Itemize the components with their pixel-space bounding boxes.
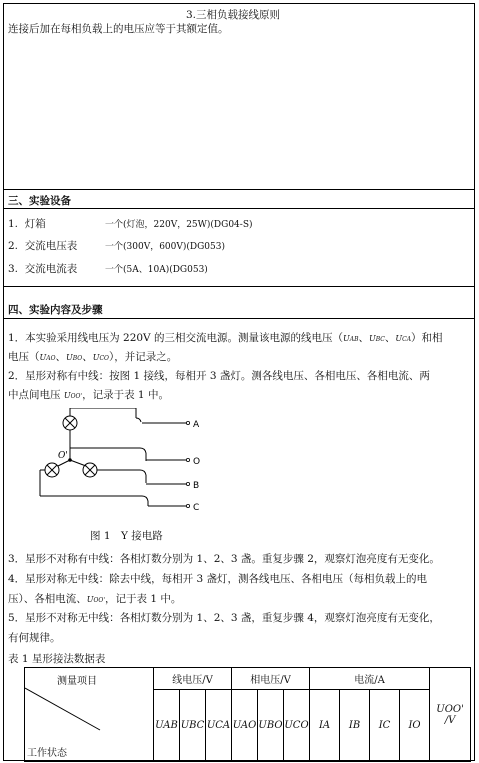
group-header: 线电压/V [154, 668, 232, 690]
col-header: UBO [258, 690, 284, 762]
item-spec: 一个(5A、10A)(DG053) [105, 265, 208, 275]
switch-contact [140, 448, 146, 461]
col-header: IA [310, 690, 340, 762]
step-2-line-1: 2．星形对称有中线：按图 1 接线，每相开 3 盏灯。测各线电压、各相电压、各相电流、两 [8, 370, 430, 382]
terminal-label: B [193, 481, 200, 491]
wire [70, 460, 86, 466]
item-number: 1. [8, 218, 19, 230]
item-number: 2. [8, 240, 19, 252]
principle-title: 3.三相负载接线原则 [186, 9, 281, 21]
switch-contact [136, 418, 141, 422]
item-number: 3. [8, 263, 19, 275]
divider [3, 189, 475, 190]
table-caption: 表 1 星形接法数据表 [8, 653, 106, 665]
terminal-dot [186, 458, 189, 461]
col-header: UCO [284, 690, 310, 762]
item-spec: 一个(300V，600V)(DG053) [105, 242, 225, 252]
item-name: 灯箱 [24, 218, 46, 230]
equipment-item [8, 261, 77, 276]
terminal-dot [186, 482, 189, 485]
equipment-heading: 三、实验设备 [8, 195, 71, 207]
y-circuit-diagram [30, 408, 220, 518]
group-header: 相电压/V [232, 668, 310, 690]
principle-body: 连接后加在每相负载上的电压应等于其额定值。 [8, 23, 229, 35]
divider [3, 286, 475, 287]
step-5-line-2: 有何规律。 [8, 632, 61, 644]
col-header: UBC [180, 690, 206, 762]
item-name: 交流电流表 [24, 263, 78, 275]
procedure-heading: 四、实验内容及步骤 [8, 304, 103, 316]
neutral-node [68, 458, 72, 462]
terminal-label: C [193, 503, 200, 513]
switch-contact [142, 496, 148, 506]
switch-contact [140, 470, 146, 483]
item-name: 交流电压表 [24, 240, 78, 252]
equipment-item [8, 238, 77, 253]
col-header: IB [340, 690, 370, 762]
equipment-item [8, 216, 46, 231]
col-header: UCA [206, 690, 232, 762]
corner-top-label: 测量项目 [57, 676, 97, 687]
col-header: IC [370, 690, 400, 762]
divider [3, 318, 475, 319]
col-header: IO [400, 690, 430, 762]
step-3: 3．星形不对称有中线：各相灯数分别为 1、2、3 盏。重复步骤 2，观察灯泡亮度有无变化。 [8, 553, 440, 565]
col-header: UAB [154, 690, 180, 762]
node-label: O' [58, 451, 68, 461]
figure-caption: 图 1 Y 接电路 [90, 530, 163, 542]
star-connection-table [24, 667, 471, 762]
step-1-line-2: 电压（UAO、UBO、UCO），并记录之。 [8, 351, 178, 363]
divider [3, 208, 475, 209]
item-spec: 一个(灯泡，220V，25W)(DG04-S) [105, 220, 253, 230]
terminal-dot [186, 421, 189, 424]
col-header: UAO [232, 690, 258, 762]
corner-bottom-label: 工作状态 [27, 748, 67, 759]
step-4-line-2: 压）、各相电流、UOO'，记于表 1 中。 [8, 593, 182, 605]
terminal-dot [186, 504, 189, 507]
table-corner-cell [25, 668, 154, 762]
terminal-label: O [193, 457, 201, 467]
terminal-label: A [193, 420, 200, 430]
step-4-line-1: 4．星形对称无中线：除去中线，每相开 3 盏灯，测各线电压、各相电压（每相负载上的电 [8, 573, 428, 585]
step-5-line-1: 5．星形不对称无中线：各相灯数分别为 1、2、3 盏，重复步骤 4，观察灯泡亮度有无变化， [8, 612, 440, 624]
group-header: 电流/A [310, 668, 430, 690]
col-header: UOO' /V [430, 668, 471, 762]
step-2-line-2: 中点间电压 UOO'，记录于表 1 中。 [8, 389, 169, 401]
step-1-line-1: 1．本实验采用线电压为 220V 的三相交流电源。测量该电源的线电压（UAB、UBC、UCA）和相 [8, 332, 443, 344]
